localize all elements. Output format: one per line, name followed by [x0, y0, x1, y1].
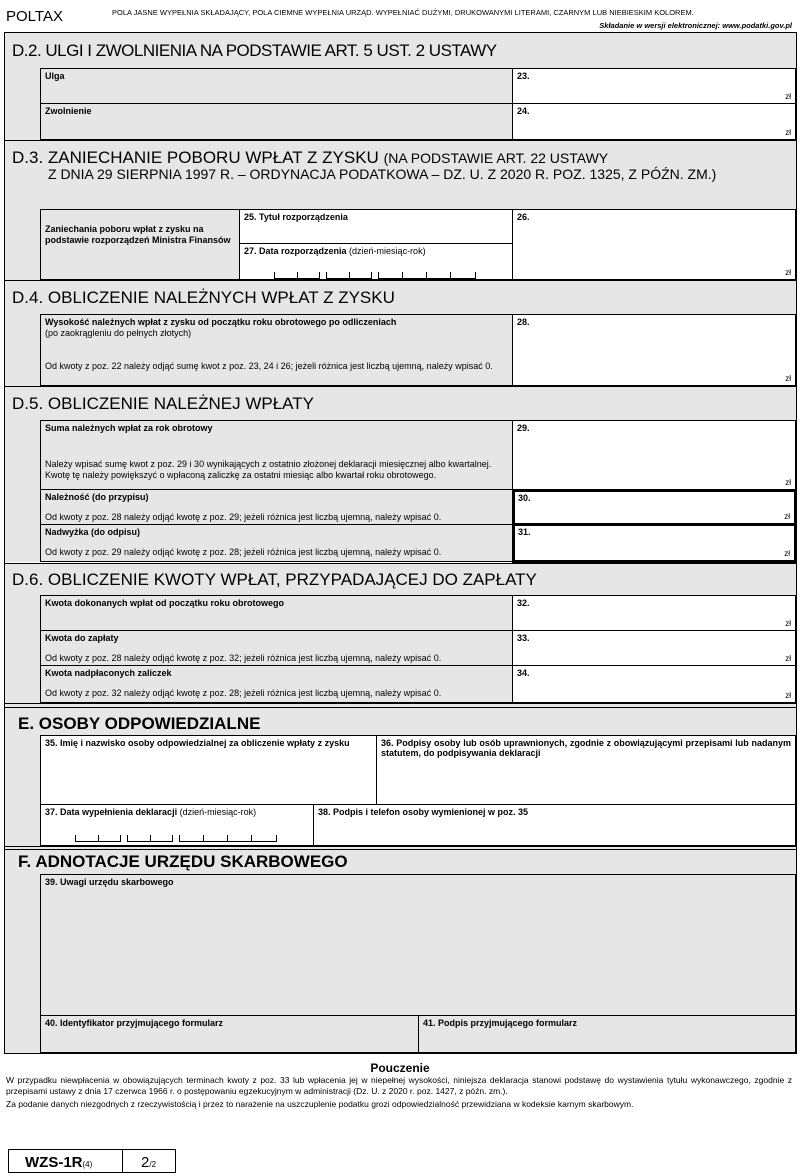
field-33[interactable]: [512, 630, 796, 666]
field-23[interactable]: [512, 68, 796, 104]
date-boxes-month: [127, 833, 173, 842]
date-boxes-month: [326, 270, 372, 279]
pouczenie-title: Pouczenie: [370, 1061, 430, 1075]
field-24-number: 24.: [517, 106, 530, 116]
d5-row-30-instruction: Od kwoty z poz. 28 należy odjąć kwotę z poz. 29; jeżeli różnica jest liczbą ujemną, należy wpisać 0.: [45, 512, 442, 522]
field-37[interactable]: [40, 804, 314, 846]
pouczenie-text-1: W przypadku niewpłacenia w obowiązujących terminach kwoty z poz. 33 lub wpłacenia jej w niepełnej wysokości, niniejsza deklaracja stanowi podstawę do wystawienia tytułu wykonawczego, zgodnie z przepisami ustawy z dnia 17 czerwca 1966 r. o postępowaniu egzekucyjnym w administracji (Dz. U. z 2020 r. poz. 1427, z późn. zm.).: [6, 1075, 792, 1096]
footer-page-box: [122, 1149, 176, 1173]
d5-row-29-instruction: Należy wpisać sumę kwot z poz. 29 i 30 wynikających z ostatnio złożonej deklaracji miesięcznej albo kwartalnej. Kwotę tę należy powiększyć o wpłaconą zaliczkę za ostatni miesiąc albo kwartał roku obrotowego.: [45, 459, 492, 480]
section-e-top-rule: [5, 707, 796, 708]
currency-label: zł: [785, 691, 791, 700]
field-38-label: 38. Podpis i telefon osoby wymienionej w poz. 35: [318, 807, 529, 817]
field-27-label: 27. Data rozporządzenia: [244, 246, 347, 256]
section-d3-title: [12, 148, 608, 168]
d5-row-30-label: [40, 489, 513, 525]
date-boxes-year: [179, 833, 277, 842]
field-26-number: 26.: [517, 212, 530, 222]
d6-row-33-label: [40, 630, 513, 666]
field-25[interactable]: [239, 209, 513, 244]
currency-label: zł: [785, 374, 791, 383]
d3-label-cell: [40, 209, 240, 280]
d5-row-30-title: Należność (do przypisu): [45, 492, 149, 502]
pouczenie-text-2: Za podanie danych niezgodnych z rzeczywistością i przez to narażenie na uszczuplenie podatku grozi odpowiedzialność przewidziana w kodeksie karnym skarbowym.: [6, 1099, 634, 1109]
field-34[interactable]: [512, 665, 796, 703]
field-38[interactable]: [313, 804, 796, 846]
section-d5-title: D.5. OBLICZENIE NALEŻNEJ WPŁATY: [12, 394, 314, 413]
currency-label: zł: [784, 512, 790, 521]
date-boxes-day: [274, 270, 320, 279]
field-35-label: 35. Imię i nazwisko osoby odpowiedzialnej za obliczenie wpłaty z zysku: [45, 738, 350, 748]
currency-label: zł: [785, 478, 791, 487]
section-f-title: F. ADNOTACJE URZĘDU SKARBOWEGO: [18, 852, 348, 871]
field-37-hint: (dzień-miesiąc-rok): [179, 807, 257, 817]
field-37-label: 37. Data wypełnienia deklaracji: [45, 807, 178, 817]
currency-label: zł: [785, 654, 791, 663]
d5-row-29-label: [40, 420, 513, 490]
section-e-title: E. OSOBY ODPOWIEDZIALNE: [18, 714, 261, 733]
footer-page-total: /2: [149, 1160, 157, 1169]
field-32[interactable]: [512, 595, 796, 631]
d4-label-note: (po zaokrągleniu do pełnych złotych): [45, 328, 192, 338]
footer-form-id: WZS-1R: [25, 1154, 83, 1171]
date-boxes-day: [75, 833, 121, 842]
field-24[interactable]: [512, 103, 796, 140]
footer-page-number: 2: [141, 1154, 150, 1171]
field-41-label: 41. Podpis przyjmującego formularz: [423, 1018, 578, 1028]
d3-title-paren: (NA PODSTAWIE ART. 22 USTAWY: [383, 150, 609, 166]
header-brand: POLTAX: [6, 8, 63, 25]
field-30-number: 30.: [518, 493, 531, 503]
ulga-label-cell: [40, 68, 513, 104]
d3-title-main: D.3. ZANIECHANIE POBORU WPŁAT Z ZYSKU: [12, 148, 379, 167]
field-31[interactable]: [512, 523, 797, 563]
d4-instruction: Od kwoty z poz. 22 należy odjąć sumę kwot z poz. 23, 24 i 26; jeżeli różnica jest liczbą ujemną, należy wpisać 0.: [45, 361, 493, 371]
field-28-number: 28.: [517, 317, 530, 327]
field-35[interactable]: [40, 735, 377, 805]
field-27-hint: (dzień-miesiąc-rok): [349, 246, 426, 256]
d6-row-32-title: Kwota dokonanych wpłat od początku roku obrotowego: [45, 598, 285, 608]
currency-label: zł: [785, 619, 791, 628]
currency-label: zł: [785, 128, 791, 137]
d5-row-29-title: Suma należnych wpłat za rok obrotowy: [45, 423, 213, 433]
date-boxes-year: [378, 270, 476, 279]
footer-form-version: (4): [82, 1160, 93, 1169]
field-39: [40, 874, 796, 1016]
section-d2-title: D.2. ULGI I ZWOLNIENIA NA PODSTAWIE ART. 5 UST. 2 USTAWY: [12, 41, 497, 60]
field-36-label: 36. Podpisy osoby lub osób uprawnionych, zgodnie z obowiązującymi przepisami lub nadanym statutem, do podpisywania deklaracji: [381, 738, 791, 758]
d5-row-31-instruction: Od kwoty z poz. 29 należy odjąć kwotę z poz. 28; jeżeli różnica jest liczbą ujemną, należy wpisać 0.: [45, 547, 442, 557]
currency-label: zł: [784, 549, 790, 558]
footer-form-box: [8, 1149, 123, 1173]
section-d6-title: D.6. OBLICZENIE KWOTY WPŁAT, PRZYPADAJĄCEJ DO ZAPŁATY: [12, 570, 537, 589]
field-40-label: 40. Identyfikator przyjmującego formularz: [45, 1018, 224, 1028]
header-electronic: Składanie w wersji elektronicznej: www.podatki.gov.pl: [599, 21, 792, 30]
field-25-label: 25. Tytuł rozporządzenia: [244, 212, 348, 222]
d6-row-34-title: Kwota nadpłaconych zaliczek: [45, 668, 172, 678]
d4-label: Wysokość należnych wpłat z zysku od początku roku obrotowego po odliczeniach: [45, 317, 397, 327]
d6-row-33-title: Kwota do zapłaty: [45, 633, 119, 643]
field-36[interactable]: [376, 735, 796, 805]
d4-label-cell: [40, 314, 513, 386]
d5-row-31-title: Nadwyżka (do odpisu): [45, 527, 141, 537]
field-27[interactable]: [239, 243, 513, 280]
d6-row-34-label: [40, 665, 513, 703]
field-31-number: 31.: [518, 527, 531, 537]
field-40: [40, 1015, 419, 1053]
section-d4-title: D.4. OBLICZENIE NALEŻNYCH WPŁAT Z ZYSKU: [12, 288, 395, 307]
d6-row-33-instruction: Od kwoty z poz. 28 należy odjąć kwotę z poz. 32; jeżeli różnica jest liczbą ujemną, należy wpisać 0.: [45, 653, 442, 663]
field-33-number: 33.: [517, 633, 530, 643]
header-instructions: POLA JASNE WYPEŁNIA SKŁADAJĄCY, POLA CIEMNE WYPEŁNIA URZĄD. WYPEŁNIAĆ DUŻYMI, DRUKOWANYMI LITERAMI, CZARNYM LUB NIEBIESKIM KOLOREM.: [112, 8, 694, 17]
section-f-top-rule: [5, 849, 796, 850]
d6-row-34-instruction: Od kwoty z poz. 32 należy odjąć kwotę z poz. 28; jeżeli różnica jest liczbą ujemną, należy wpisać 0.: [45, 688, 442, 698]
d6-row-32-label: [40, 595, 513, 631]
ulga-label: Ulga: [45, 71, 65, 81]
field-32-number: 32.: [517, 598, 530, 608]
zwolnienie-label-cell: [40, 103, 513, 140]
field-30[interactable]: [512, 489, 797, 526]
currency-label: zł: [785, 268, 791, 277]
currency-label: zł: [785, 92, 791, 101]
zwolnienie-label: Zwolnienie: [45, 106, 92, 116]
d5-row-31-label: [40, 524, 513, 562]
field-29[interactable]: [512, 420, 796, 490]
field-39-label: 39. Uwagi urzędu skarbowego: [45, 877, 174, 887]
field-41: [418, 1015, 796, 1053]
field-26[interactable]: [512, 209, 796, 280]
field-34-number: 34.: [517, 668, 530, 678]
field-23-number: 23.: [517, 71, 530, 81]
field-28[interactable]: [512, 314, 796, 386]
field-29-number: 29.: [517, 423, 530, 433]
section-d3-title-line2: Z DNIA 29 SIERPNIA 1997 R. – ORDYNACJA PODATKOWA – DZ. U. Z 2020 R. POZ. 1325, Z PÓŹN. ZM.): [48, 166, 717, 182]
d3-label: Zaniechania poboru wpłat z zysku na podstawie rozporządzeń Ministra Finansów: [45, 224, 231, 245]
